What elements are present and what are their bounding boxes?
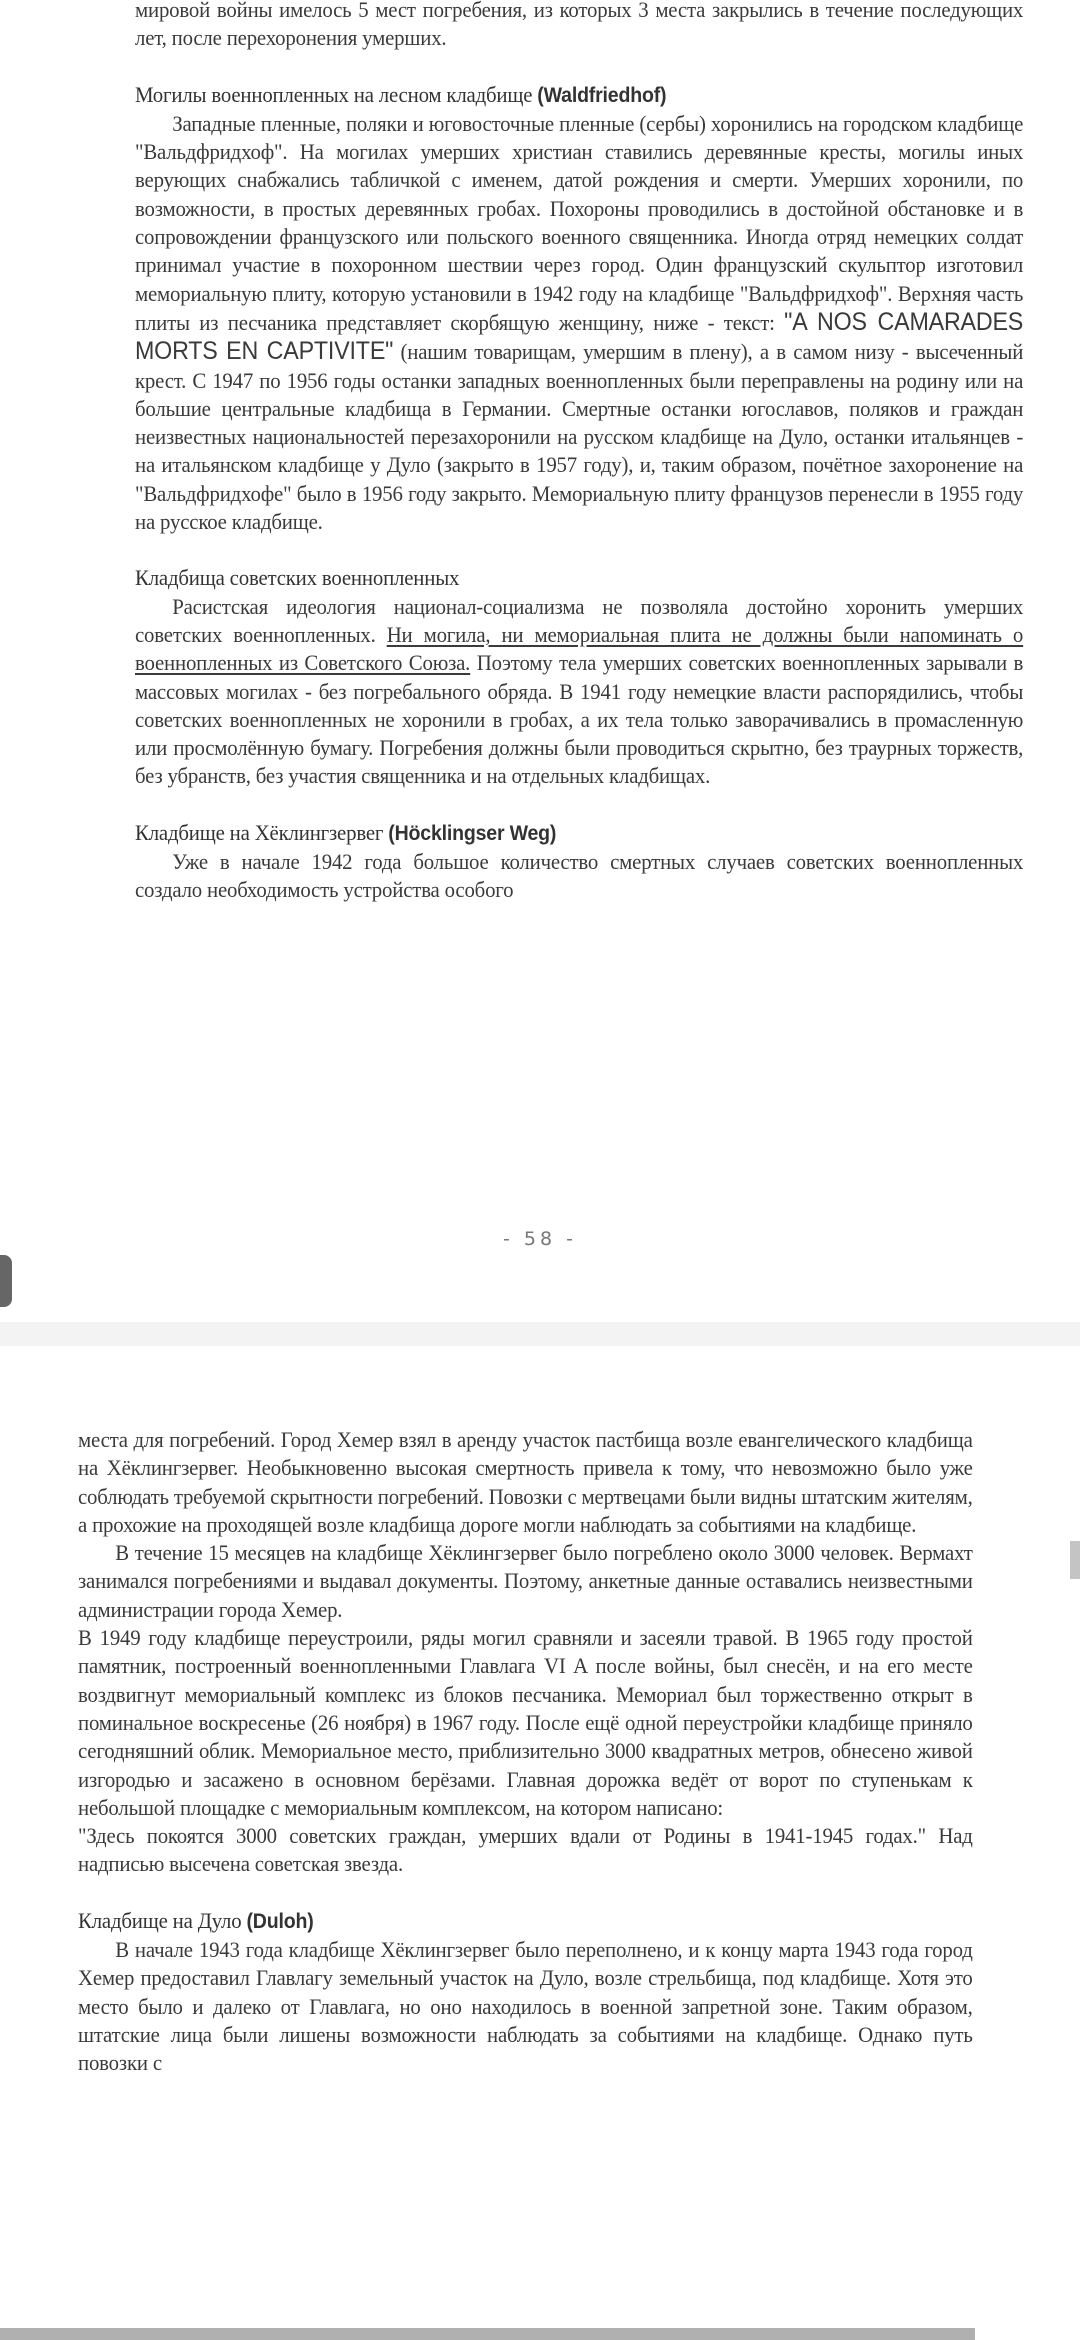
paragraph-hoecklingser-weg: Уже в начале 1942 года большое количество смертных случаев советских военнопленных создало необходимость устройства особого <box>135 849 1024 903</box>
page-text-column <box>78 1426 973 2078</box>
heading-text-ru: Кладбище на Хёклингзервег <box>135 819 389 845</box>
section-heading-soviet-cemeteries: Кладбища советских военнопленных <box>135 565 460 591</box>
french-inscription: "A NOS CAMARADES MORTS EN CAPTIVITE" <box>135 307 1024 366</box>
paragraph-duloh: В начале 1943 года кладбище Хёклингзервег было переполнено, и к концу марта 1943 года город Хемер предоставил Главлагу земельный участок на Дуло, возле стрельбища, под кладбище. Хотя это место было и далеко от Главлага, но оно находилось в военной запретной зоне. Таким образом, штатские лица были лишены возможности наблюдать за событиями на кладбище. Однако путь повозки с <box>78 1937 973 2076</box>
paragraph-text: Расистская идеология национал-социализма не позволяла достойно хоронить умерших советских военнопленных. <box>135 593 1024 647</box>
paragraph-text: Поэтому тела умерших советских военнопленных зарывали в массовых могилах - без погребального обряда. В 1941 году немецкие власти распорядились, чтобы советских военнопленных не хоронили в гробах, а их тела только заворачивались в промасленную или просмолённую бумагу. Погребения должны были проводиться скрытно, без траурных торжеств, без убранств, без участия священника и на отдельных кладбищах. <box>135 650 1024 789</box>
paragraph-continuation: места для погребений. Город Хемер взял в аренду участок пастбища возле евангелического кладбища на Хёклингзервег. Необыкновенно высокая смертность привела к тому, что невозможно было уже соблюдать требуемой скрытности погребений. Повозки с мертвецами были видны штатским жителям, а прохожие на проходящей возле кладбища дороге могли наблюдать за событиями на кладбище. <box>78 1427 973 1537</box>
section-heading-duloh <box>78 1907 973 1936</box>
section-heading-hoecklingser-weg <box>135 819 1023 848</box>
page-number: - 58 - <box>503 1228 577 1250</box>
paragraph-text: Западные пленные, поляки и юговосточные пленные (сербы) хоронились на городском кладбище "Вальдфридхоф". На могилах умерших христиан ставились деревянные кресты, могилы иных верующих снабжались табличкой с именем, датой рождения и смерти. Умерших хоронили, по возможности, в простых деревянных гробах. Похороны проводились в достойной обстановке и в сопровождении французского или польского военного священника. Иногда отряд немецких солдат принимал участие в похоронном шествии через город. Один французский скульптор изготовил мемориальную плиту, которую установили в 1942 году на кладбище "Вальдфридхоф". Верхняя часть плиты из песчаника представляет скорбящую женщину, ниже - текст: <box>135 110 1024 335</box>
scroll-handle-left[interactable] <box>0 1255 12 1307</box>
paragraph-continuation: мировой войны имелось 5 мест погребения, из которых 3 места закрылись в течение последующих лет, после перехоронения умерших. <box>135 0 1024 51</box>
paragraph-inscription: "Здесь покоятся 3000 советских граждан, умерших вдали от Родины в 1941-1945 годах." Над надписью высечена советская звезда. <box>78 1823 973 1877</box>
paragraph-burials: В течение 15 месяцев на кладбище Хёклингзервег было погреблено около 3000 человек. Вермахт занимался погребениями и выдавал документы. Поэтому, анкетные данные оставались неизвестными администрации города Хемер. <box>78 1540 973 1622</box>
heading-text-latin: (Waldfriedhof) <box>537 83 667 107</box>
paragraph-text: (нашим товарищам, умершим в плену), а в самом низу - высеченный крест. С 1947 по 1956 годы останки западных военнопленных были переправлены на родину или на большие центральные кладбища в Германии. Смертные останки югославов, поляков и граждан неизвестных национальностей перезахоронили на русском кладбище на Дуло, останки итальянцев - на итальянском кладбище у Дуло (закрыто в 1957 году), и, таким образом, почётное захоронение на "Вальдфридхофе" было в 1956 году закрыто. Мемориальную плиту французов перенесли в 1955 году на русское кладбище. <box>135 339 1024 535</box>
underlined-text: Ни могила, ни мемориальная плита не должны были напоминать о военнопленных из Советского Союза. <box>135 621 1024 676</box>
paragraph-waldfriedhof <box>135 110 1023 536</box>
section-heading-waldfriedhof <box>135 81 1023 110</box>
heading-text-latin: (Höcklingser Weg) <box>388 821 557 845</box>
paragraph-memorial: В 1949 году кладбище переустроили, ряды могил сравняли и засеяли травой. В 1965 году простой памятник, построенный военнопленными Главлага VI A после войны, был снесён, и на его месте воздвигнут мемориальный комплекс из блоков песчаника. Мемориал был торжественно открыт в поминальное воскресенье (26 ноября) в 1967 году. После ещё одной переустройки кладбище приняло сегодняшний облик. Мемориальное место, приблизительно 3000 квадратных метров, обнесено живой изгородью и засажено в основном берёзами. Главная дорожка ведёт от ворот по ступенькам к небольшой площадке с мемориальным комплексом, на котором написано: <box>78 1625 973 1820</box>
heading-text-latin: (Duloh) <box>246 1909 314 1933</box>
page-text-column <box>135 0 1023 905</box>
page-separator <box>0 1322 1080 1346</box>
heading-text-ru: Кладбище на Дуло <box>78 1907 247 1933</box>
document-page-59 <box>0 1346 1080 2340</box>
paragraph-soviet-cemeteries <box>135 593 1023 791</box>
heading-text-ru: Могилы военнопленных на лесном кладбище <box>135 81 538 107</box>
bottom-overlay-bar <box>0 2328 975 2340</box>
scrollbar-thumb[interactable] <box>1070 1541 1080 1579</box>
